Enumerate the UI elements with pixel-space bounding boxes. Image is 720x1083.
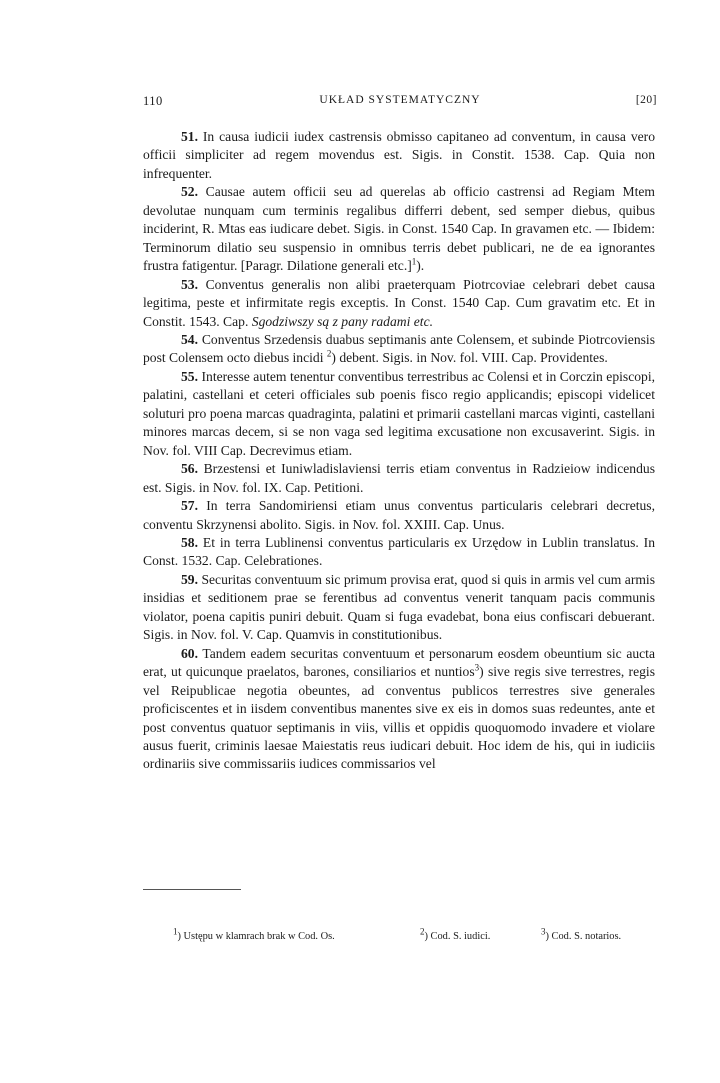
footnote-ref: 2 [326, 348, 332, 359]
paragraph-57 [143, 497, 655, 534]
paragraph-text: Securitas conventuum sic primum provisa erat, quod si quis in armis vel cum armis insidias et seditionem prae se ferentibus ad conventus venerit tanquam pacis communis violator, poena capitis puniri debuit. Quam si fuga evadebat, bona eius confiscari debuerant. Sigis. in Nov. fol. V. Cap. Quamvis in constitutionibus. [143, 571, 655, 643]
paragraph-text: Et in terra Lublinensi conventus particularis ex Urzędow in Lublin translatus. In Const. 1532. Cap. Celebrationes. [143, 534, 656, 569]
footnote-1 [173, 926, 335, 942]
footnote-mark: 3 [541, 926, 546, 937]
paragraph-number: 51. [181, 129, 198, 144]
footnote-text: ) Cod. S. notarios. [545, 931, 622, 942]
paragraph-number: 59. [181, 571, 198, 587]
footnote-mark: 2 [420, 926, 425, 937]
paragraph-number: 56. [181, 461, 198, 477]
running-title: UKŁAD SYSTEMATYCZNY [319, 94, 481, 106]
page-number: 110 [143, 94, 163, 108]
paragraph-52 [143, 183, 655, 275]
paragraph-54 [143, 331, 655, 368]
footnote-ref: 1 [411, 256, 417, 267]
paragraph-text: Interesse autem tenentur conventibus terrestribus ac Colensi et in Corczin episcopi, palatini, castellani et ceteri officiales sub poenis fisco regio applicandis; episcopi videlicet soluturi pro poena marcas quadraginta, palatini et primarii castellani marcas viginti, castellani minores marcas decem, si se non vaga sed legitima excusatione non excusaverint. Sigis. in Nov. fol. VIII Cap. Decrevimus etiam. [143, 368, 655, 458]
paragraph-text: Conventus generalis non alibi praeterquam Piotrcoviae celebrari debet causa legitima, peste et infirmitate regis exceptis. In Const. 1540 Cap. Cum gravatim etc. Et in Constit. 1543. Cap. [143, 276, 655, 329]
section-marker: [20] [635, 94, 657, 106]
footnote-ref: 3 [474, 662, 480, 673]
body-text [143, 128, 655, 774]
footnote-text: ) Cod. S. iudici. [424, 931, 491, 942]
footnote-2 [420, 926, 491, 942]
paragraph-text: Brzestensi et Iuniwladislaviensi terris etiam conventus in Radzieiow indicendus est. Sigis. in Nov. fol. IX. Cap. Petitioni. [143, 461, 655, 495]
footnote-3 [541, 926, 622, 942]
paragraph-text: In causa iudicii iudex castrensis obmisso capitaneo ad conventum, in causa vero officii simpliciter ad regem movendus est. Sigis. in Constit. 1538. Cap. Quia non infrequenter. [143, 129, 656, 181]
paragraph-text: Conventus Srzedensis duabus septimanis ante Colensem, et subinde Piotrcoviensis post Colensem octo diebus incidi [143, 331, 655, 366]
paragraph-text: Causae autem officii seu ad querelas ab officio castrensi ad Regiam Mtem devolutae nunquam cum terminis regalibus differri debent, sed semper diebus, quibus inciderint, R. Mtas eas iudicare debet. Sigis. in Const. 1540 Cap. In gravamen etc. — Ibidem: Terminorum dilatio seu suspensio in omnibus terris debet publicari, ne de ea ignorantes frustra fatigentur. [Paragr. Dilatione generali etc.] [143, 184, 655, 274]
paragraph-number: 55. [181, 368, 198, 384]
running-head [143, 94, 657, 114]
paragraph-58 [143, 534, 655, 571]
footnote-mark: 1 [173, 926, 178, 937]
paragraph-60 [143, 645, 655, 774]
paragraph-text-tail: ) sive regis sive terrestres, regis vel Reipublicae negotia obeuntes, ad conventus publicos terrestres sive generales proficiscentes et in iisdem conventibus manentes sive ex eis in domos suas redeuntes, ante et post conventus quatuor septimanis in viis, villis et oppidis quoquomodo invadere et violare ausus fuerit, criminis laesae Maiestatis reus iudicari debuit. Hoc idem de his, qui in iudiciis ordinariis sive commissariis iudices commissarios vel [143, 664, 655, 772]
footnote-divider [143, 889, 241, 890]
paragraph-number: 60. [181, 645, 198, 661]
paragraph-number: 54. [181, 331, 198, 347]
footnote-text: ) Ustępu w klamrach brak w Cod. Os. [177, 931, 335, 942]
paragraph-text-tail: ) debent. Sigis. in Nov. fol. VIII. Cap. Providentes. [331, 350, 608, 366]
paragraph-number: 58. [181, 534, 198, 550]
italic-citation: Sgodziwszy są z pany radami etc. [251, 313, 434, 329]
paragraph-53 [143, 276, 655, 331]
paragraph-number: 52. [181, 184, 198, 200]
paragraph-text: In terra Sandomiriensi etiam unus conventus particularis celebrari decretus, conventu Skrzynensi abolito. Sigis. in Nov. fol. XXIII. Cap. Unus. [143, 498, 655, 532]
paragraph-51 [143, 128, 655, 183]
paragraph-55 [143, 368, 655, 460]
paragraph-56 [143, 460, 655, 497]
paragraph-text-tail: ). [416, 258, 425, 274]
paragraph-number: 57. [181, 498, 198, 514]
paragraph-text: Tandem eadem securitas conventuum et personarum eosdem obeuntium sic aucta erat, ut quicunque praelatos, barones, consiliarios et nuntios [143, 645, 655, 680]
paragraph-number: 53. [181, 276, 198, 292]
paragraph-59 [143, 571, 655, 645]
